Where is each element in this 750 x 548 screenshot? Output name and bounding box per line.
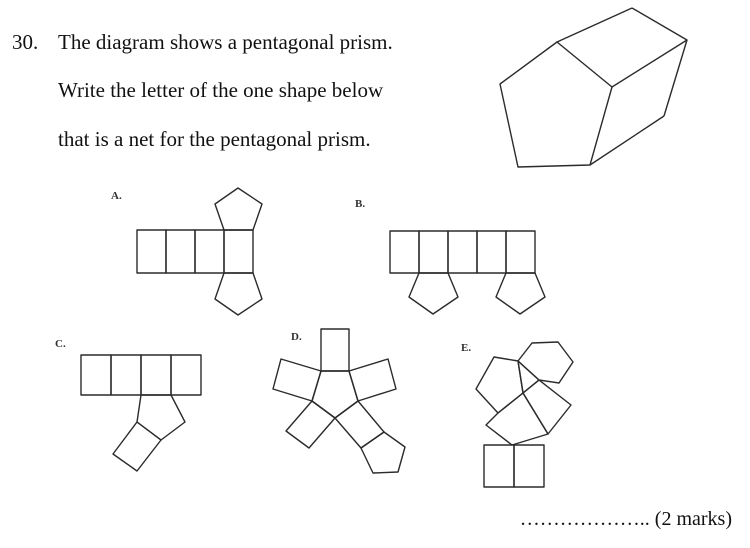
net-c-square-tilted <box>113 422 161 471</box>
net-a-square-4 <box>224 230 253 273</box>
net-b <box>390 231 545 314</box>
net-d-square-top <box>321 329 349 371</box>
prism-edge-2 <box>612 40 687 87</box>
option-label-e: E. <box>461 342 472 354</box>
net-e-square-3 <box>523 380 571 434</box>
question-line-3: that is a net for the pentagonal prism. <box>58 127 371 151</box>
net-d-pentagon-outer <box>361 432 405 473</box>
question-line-2: Write the letter of the one shape below <box>58 78 384 102</box>
net-a-pentagon-top <box>215 188 262 230</box>
answer-line-marks: ……………….. (2 marks) <box>519 508 732 530</box>
net-b-square-2 <box>419 231 448 273</box>
net-c <box>81 355 201 471</box>
option-label-d: D. <box>291 331 302 343</box>
net-b-pentagon-1 <box>409 273 458 314</box>
net-b-square-4 <box>477 231 506 273</box>
option-label-b: B. <box>355 198 366 210</box>
net-a-square-3 <box>195 230 224 273</box>
net-c-pentagon <box>137 395 185 440</box>
net-e <box>476 342 573 487</box>
net-c-square-1 <box>81 355 111 395</box>
net-a-pentagon-bottom <box>215 273 262 315</box>
net-d-square-lower-right <box>335 401 384 448</box>
option-label-a: A. <box>111 190 122 202</box>
net-c-square-2 <box>111 355 141 395</box>
net-b-square-1 <box>390 231 419 273</box>
net-b-square-5 <box>506 231 535 273</box>
net-e-square-bottom-2 <box>514 445 544 487</box>
net-a-square-2 <box>166 230 195 273</box>
net-e-pentagon-top <box>518 342 573 383</box>
question-number: 30. <box>12 30 39 54</box>
net-e-square-1 <box>476 357 523 413</box>
net-d-square-lower-left <box>286 401 335 448</box>
net-b-square-3 <box>448 231 477 273</box>
net-c-square-4 <box>171 355 201 395</box>
option-label-c: C. <box>55 338 66 350</box>
net-e-pentagon-middle <box>486 393 548 445</box>
net-d <box>273 329 405 473</box>
net-a <box>137 188 262 315</box>
net-d-square-left <box>273 359 321 401</box>
net-e-square-bottom-1 <box>484 445 514 487</box>
pentagonal-prism-diagram <box>500 8 687 167</box>
prism-front-face <box>500 42 612 167</box>
net-d-square-right <box>349 359 396 401</box>
prism-back-edges <box>632 8 687 116</box>
net-b-pentagon-2 <box>496 273 545 314</box>
prism-edge-1 <box>557 8 632 42</box>
question-line-1: The diagram shows a pentagonal prism. <box>58 30 393 54</box>
net-a-square-1 <box>137 230 166 273</box>
net-c-square-3 <box>141 355 171 395</box>
